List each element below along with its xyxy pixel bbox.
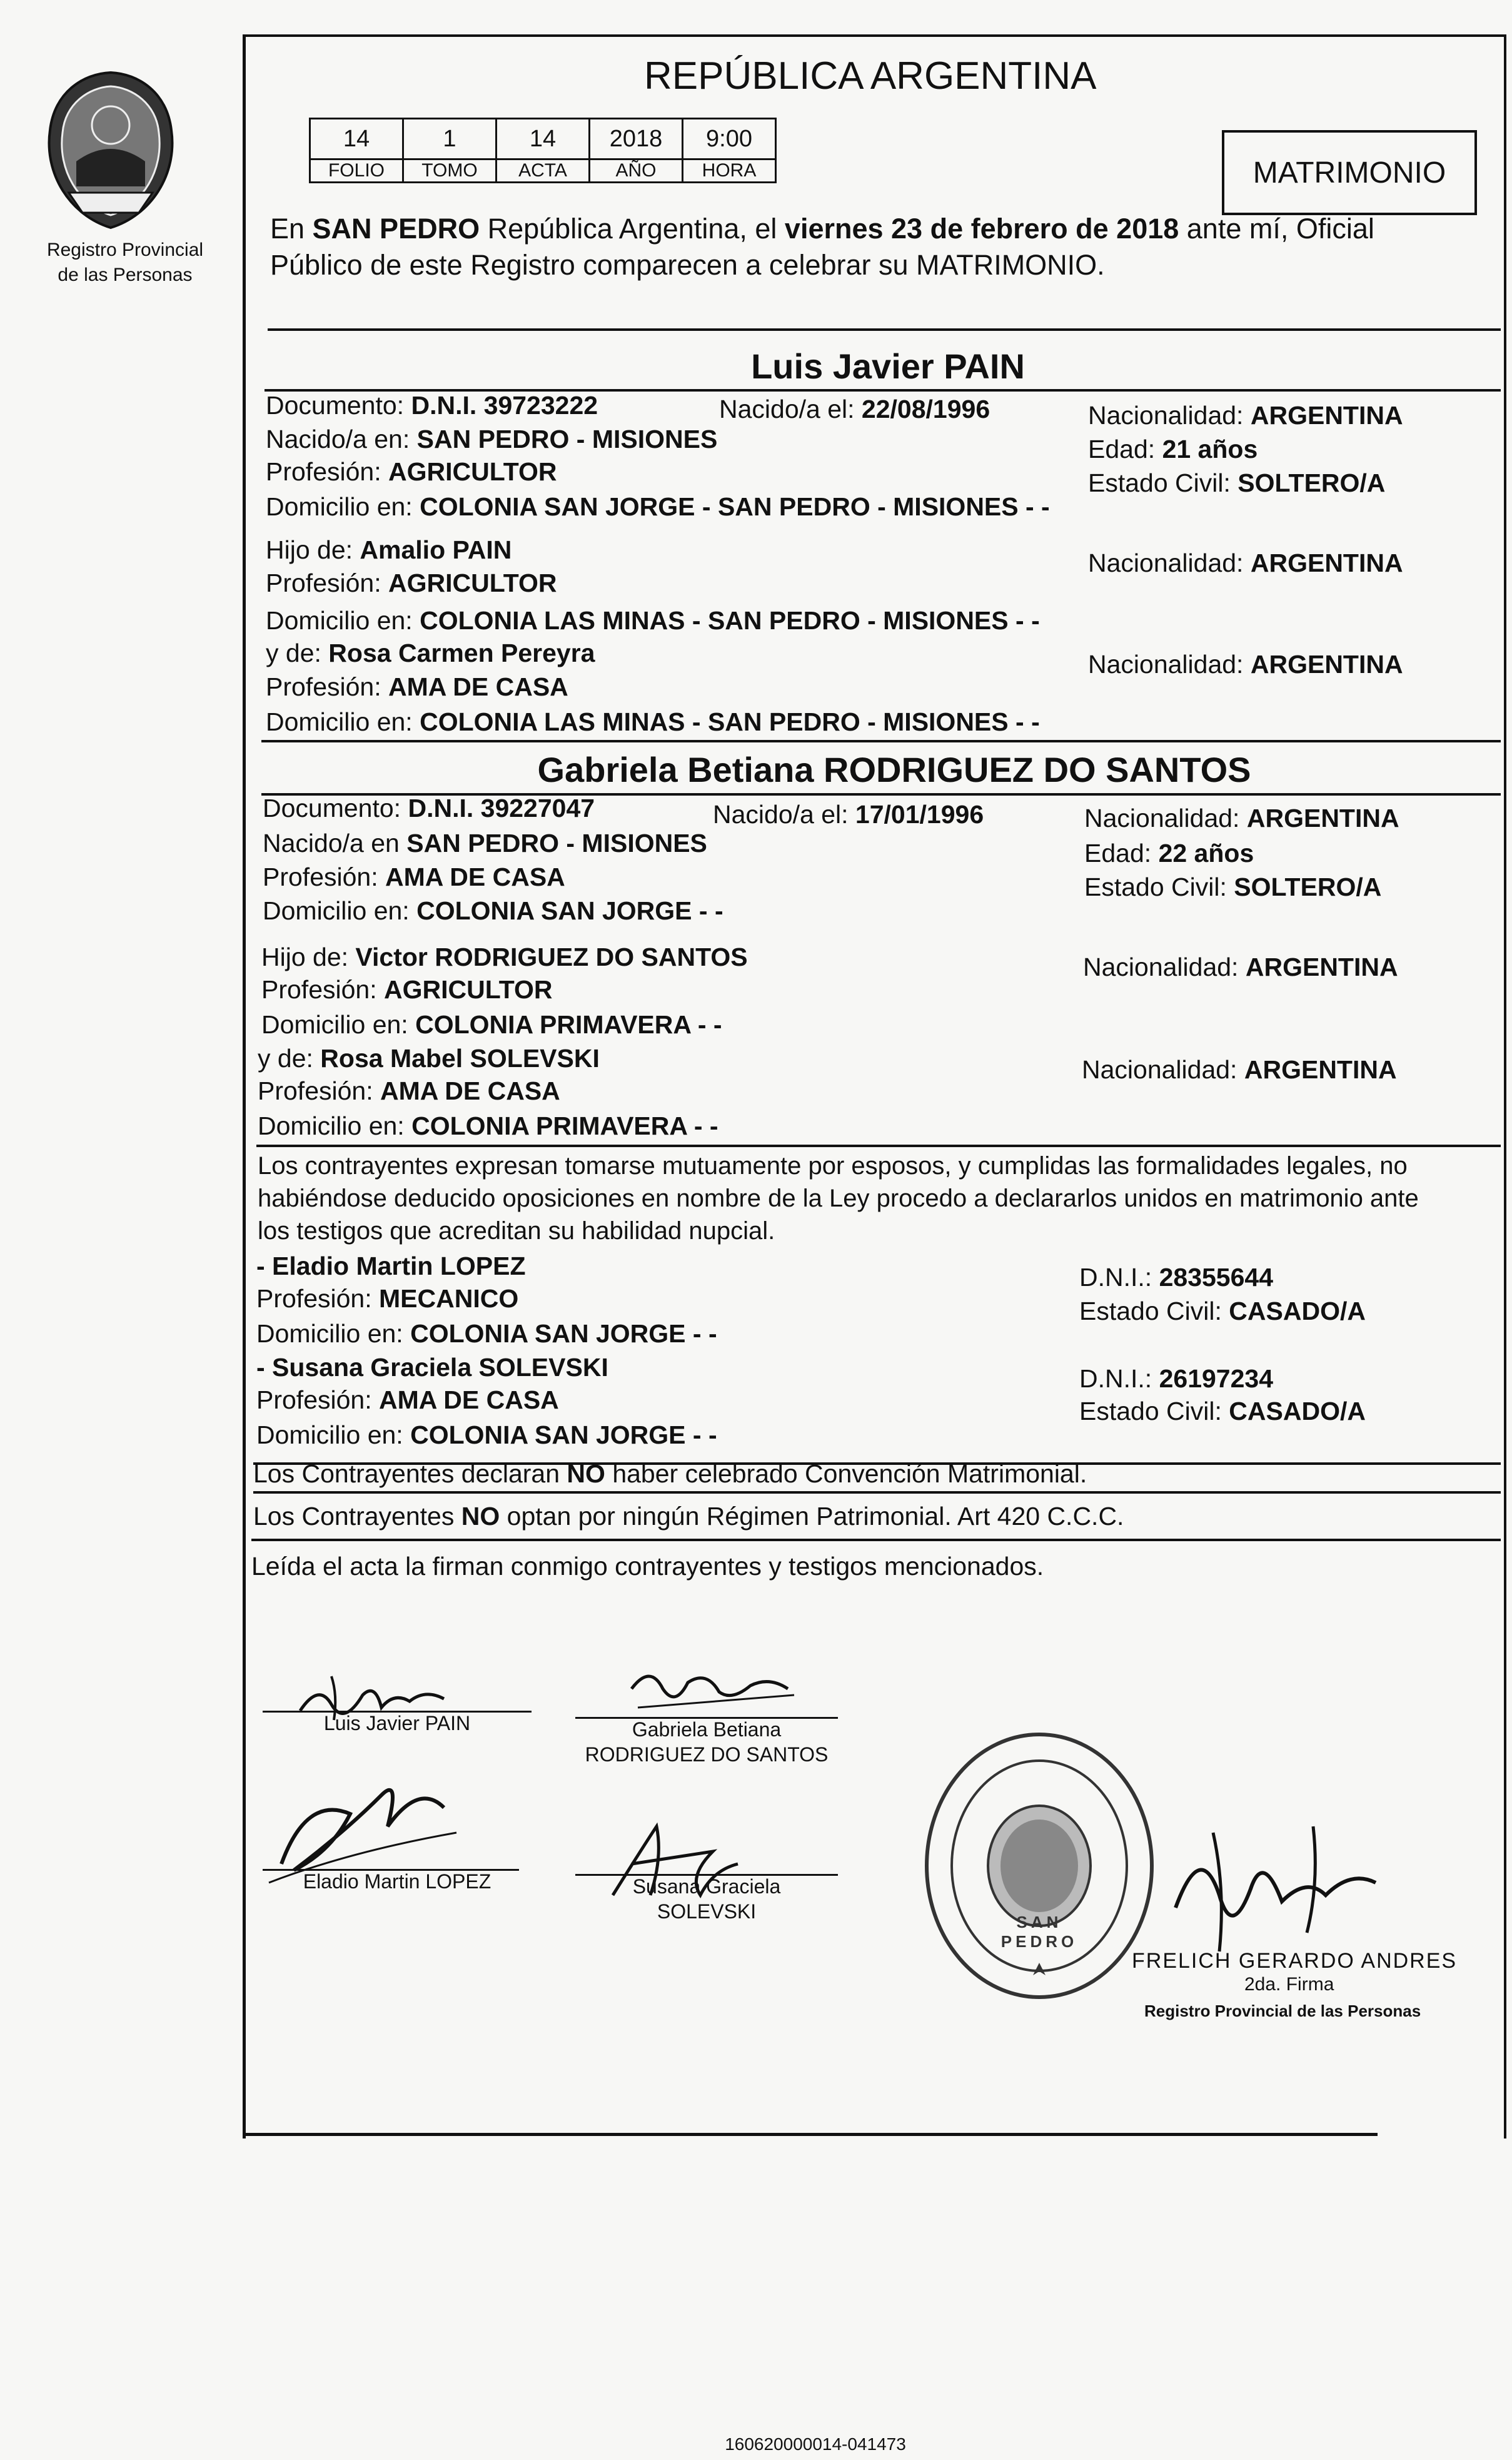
divider-after-intro [268, 328, 1501, 331]
spouse1-age: Edad: 21 años [1088, 435, 1258, 463]
signature-name-2: Gabriela Betiana RODRIGUEZ DO SANTOS [585, 1718, 829, 1766]
spouse1-profession: Profesión: AGRICULTOR [266, 457, 557, 486]
witness1-dni: D.N.I.: 28355644 [1079, 1263, 1274, 1292]
record-table [309, 118, 777, 183]
spouse2-mother-profession: Profesión: AMA DE CASA [258, 1076, 560, 1105]
spouse2-civil-status: Estado Civil: SOLTERO/A [1084, 873, 1382, 901]
witness2-civil-status: Estado Civil: CASADO/A [1079, 1397, 1366, 1425]
signature-name-3: Eladio Martin LOPEZ [303, 1870, 491, 1893]
divider-before-declaration [256, 1145, 1501, 1147]
tomo-value: 1 [403, 119, 496, 159]
spouse1-birthdate: Nacido/a el: 22/08/1996 [719, 395, 990, 423]
spouse2-nationality: Nacionalidad: ARGENTINA [1084, 804, 1399, 833]
witness2-dni: D.N.I.: 26197234 [1079, 1364, 1274, 1393]
declaration-line3: los testigos que acreditan su habilidad nupcial. [258, 1217, 775, 1245]
spouse2-profession: Profesión: AMA DE CASA [263, 863, 565, 891]
witness2-name: - Susana Graciela SOLEVSKI [256, 1353, 608, 1382]
acta-label: ACTA [496, 159, 590, 183]
spouse1-name: Luis Javier PAIN [751, 347, 1025, 386]
witness1-civil-status: Estado Civil: CASADO/A [1079, 1297, 1366, 1325]
official-stamp [920, 1725, 1158, 2007]
spouse1-doc: Documento: D.N.I. 39723222 [266, 391, 598, 420]
spouse2-birthdate: Nacido/a el: 17/01/1996 [713, 800, 984, 829]
folio-value: 14 [310, 119, 403, 159]
closing-statement: Leída el acta la firman conmigo contrayentes y testigos mencionados. [251, 1552, 1044, 1581]
spouse2-age: Edad: 22 años [1084, 839, 1254, 868]
spouse1-mother: y de: Rosa Carmen Pereyra [266, 639, 595, 667]
officer-office: Registro Provincial de las Personas [1144, 2002, 1421, 2020]
spouse1-civil-status: Estado Civil: SOLTERO/A [1088, 468, 1386, 497]
spouse1-father-profession: Profesión: AGRICULTOR [266, 569, 557, 597]
officer-name: FRELICH GERARDO ANDRES [1132, 1949, 1458, 1973]
spouse1-nationality: Nacionalidad: ARGENTINA [1088, 401, 1403, 430]
declaration-line1: Los contrayentes expresan tomarse mutuamente por esposos, y cumplidas las formalidades legales, no [258, 1152, 1408, 1180]
spouse2-father-profession: Profesión: AGRICULTOR [261, 975, 553, 1004]
registry-name-line2: de las Personas [58, 265, 193, 285]
witness2-profession: Profesión: AMA DE CASA [256, 1385, 559, 1414]
country-title: REPÚBLICA ARGENTINA [644, 54, 1097, 98]
spouse2-father-nationality: Nacionalidad: ARGENTINA [1083, 953, 1398, 981]
spouse1-address: Domicilio en: COLONIA SAN JORGE - SAN PEDRO - MISIONES - - [266, 492, 1050, 521]
intro-line2: Público de este Registro comparecen a celebrar su MATRIMONIO. [270, 249, 1105, 281]
spouse2-mother-address: Domicilio en: COLONIA PRIMAVERA - - [258, 1111, 718, 1140]
intro-line1: En SAN PEDRO República Argentina, el viernes 23 de febrero de 2018 ante mí, Oficial [270, 213, 1374, 245]
witness1-name: - Eladio Martin LOPEZ [256, 1252, 526, 1280]
act-type-box [1222, 130, 1477, 215]
document-bottom-border [243, 2133, 1378, 2136]
spouse2-address: Domicilio en: COLONIA SAN JORGE - - [263, 896, 723, 925]
ano-label: AÑO [590, 159, 683, 183]
signature-name-4: Susana Graciela SOLEVSKI [632, 1875, 781, 1923]
spouse2-mother-nationality: Nacionalidad: ARGENTINA [1082, 1055, 1397, 1084]
hora-label: HORA [683, 159, 776, 183]
spouse1-mother-profession: Profesión: AMA DE CASA [266, 672, 568, 701]
spouse2-doc: Documento: D.N.I. 39227047 [263, 794, 595, 823]
spouse1-birthplace: Nacido/a en: SAN PEDRO - MISIONES [266, 425, 718, 453]
regime-statement: Los Contrayentes NO optan por ningún Régimen Patrimonial. Art 420 C.C.C. [253, 1502, 1124, 1531]
province-seal-logo [39, 68, 183, 231]
stamp-inner-text: SAN PEDRO [1000, 1913, 1078, 1951]
ano-value: 2018 [590, 119, 683, 159]
officer-signature-scribble [1163, 1814, 1394, 1967]
officer-role: 2da. Firma [1244, 1974, 1334, 1995]
spouse2-name: Gabriela Betiana RODRIGUEZ DO SANTOS [537, 750, 1251, 789]
divider-before-closing [251, 1539, 1501, 1541]
witness1-profession: Profesión: MECANICO [256, 1284, 519, 1313]
spouse1-father: Hijo de: Amalio PAIN [266, 535, 512, 564]
spouse2-mother: y de: Rosa Mabel SOLEVSKI [258, 1044, 600, 1073]
hora-value: 9:00 [683, 119, 776, 159]
spouse2-birthplace: Nacido/a en SAN PEDRO - MISIONES [263, 829, 707, 858]
spouse1-father-nationality: Nacionalidad: ARGENTINA [1088, 549, 1403, 577]
spouse1-mother-nationality: Nacionalidad: ARGENTINA [1088, 650, 1403, 679]
folio-label: FOLIO [310, 159, 403, 183]
spouse1-mother-address: Domicilio en: COLONIA LAS MINAS - SAN PEDRO - MISIONES - - [266, 707, 1040, 736]
witness2-address: Domicilio en: COLONIA SAN JORGE - - [256, 1420, 717, 1449]
tomo-label: TOMO [403, 159, 496, 183]
spouse2-father-address: Domicilio en: COLONIA PRIMAVERA - - [261, 1010, 722, 1039]
divider-after-convention [253, 1491, 1501, 1494]
signature-name-1: Luis Javier PAIN [323, 1712, 471, 1734]
convention-statement: Los Contrayentes declaran NO haber celebrado Convención Matrimonial. [253, 1459, 1087, 1488]
act-type: MATRIMONIO [1252, 156, 1446, 190]
witness1-address: Domicilio en: COLONIA SAN JORGE - - [256, 1319, 717, 1348]
footer-code: 160620000014-041473 [725, 2434, 906, 2454]
signature-scribble-2 [619, 1651, 807, 1723]
declaration-line2: habiéndose deducido oposiciones en nombre de la Ley procedo a declararlos unidos en matrimonio ante [258, 1185, 1419, 1212]
spouse2-father: Hijo de: Victor RODRIGUEZ DO SANTOS [261, 943, 748, 971]
spouse1-father-address: Domicilio en: COLONIA LAS MINAS - SAN PEDRO - MISIONES - - [266, 606, 1040, 635]
registry-name-line1: Registro Provincial [46, 240, 204, 260]
acta-value: 14 [496, 119, 590, 159]
divider-before-spouse2 [261, 740, 1501, 742]
